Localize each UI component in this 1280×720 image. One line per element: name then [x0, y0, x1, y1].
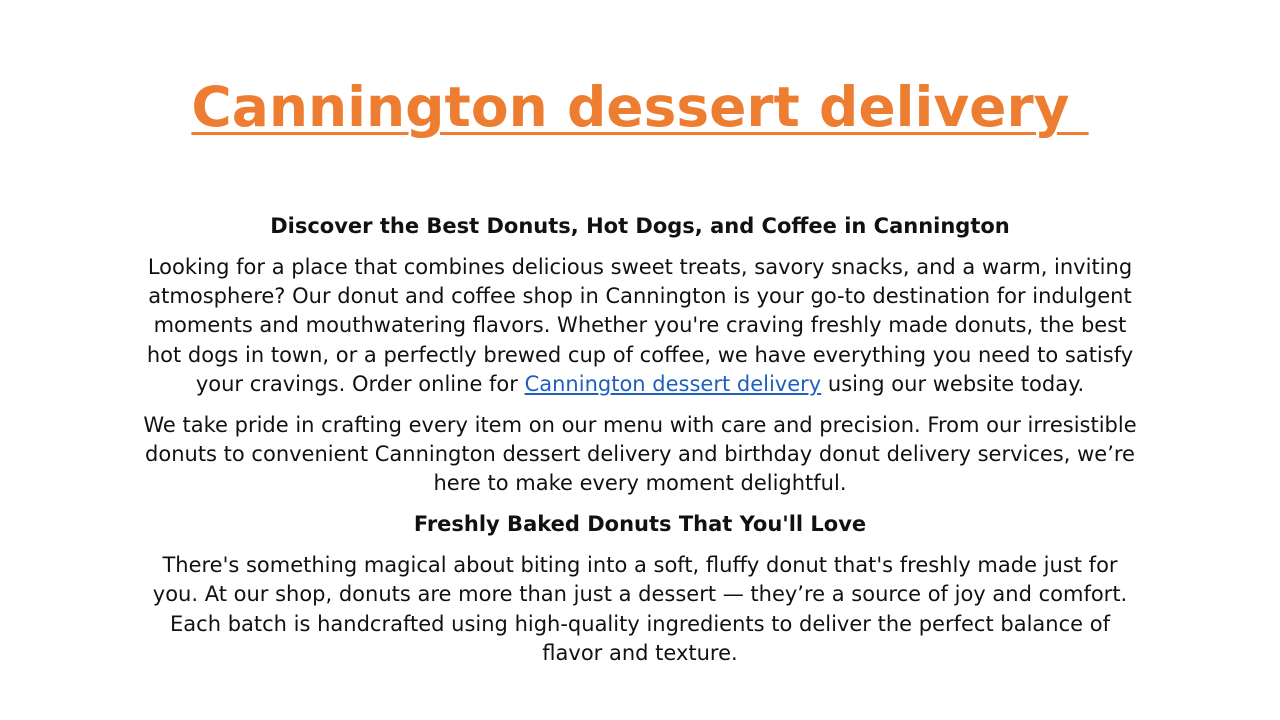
intro-paragraph	[140, 253, 1140, 399]
intro-text: Looking for a place that combines delicious sweet treats, savory snacks, and a warm, inviting atmosphere? Our donut and coffee shop in Cannington is your go-to destination for indulgent moments and mouthwatering flavors. Whether you're craving freshly made donuts, the best hot dogs in town, or a perfectly brewed cup of coffee, we have everything you need to satisfy your cravings. Order online for	[146, 254, 1134, 396]
body-text	[140, 212, 1140, 680]
pride-paragraph: We take pride in crafting every item on our menu with care and precision. From our irresistible donuts to convenient Cannington dessert delivery and birthday donut delivery services, we’re here to make every moment delightful.	[143, 412, 1137, 496]
section-heading-donuts: Freshly Baked Donuts That You'll Love	[413, 512, 867, 537]
cannington-dessert-delivery-link[interactable]: Cannington dessert delivery	[524, 371, 822, 396]
donuts-paragraph: There's something magical about biting into a soft, fluffy donut that's freshly made just for you. At our shop, donuts are more than just a dessert — they’re a source of joy and comfort. Each batch is handcrafted using high-quality ingredients to deliver the perfect balance of flavor and texture.	[152, 552, 1128, 665]
intro-text-end: using our website today.	[821, 371, 1085, 396]
page-title	[0, 72, 1280, 142]
page-title-text: Cannington dessert delivery	[191, 75, 1089, 139]
section-heading-discover: Discover the Best Donuts, Hot Dogs, and Coffee in Cannington	[270, 214, 1010, 238]
